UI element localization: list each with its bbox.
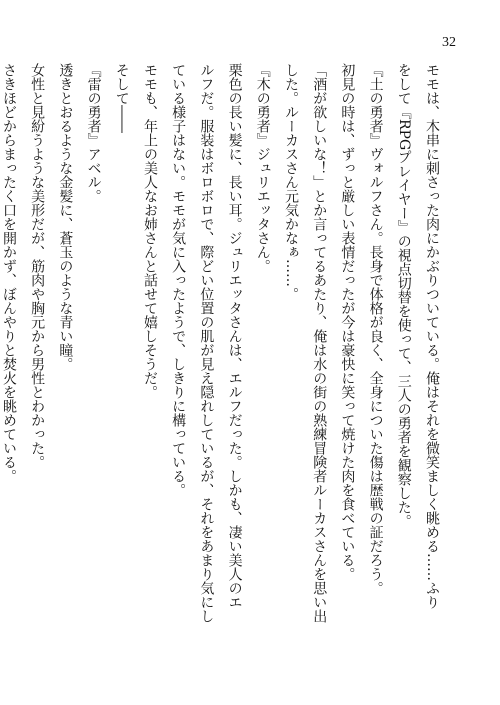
text-line: ルフだ。服装はボロボロで、際どい位置の肌が見え隠れしているが、それをあまり気にし bbox=[198, 63, 215, 623]
text-line: をして『RPGプレイヤー』の視点切替を使って、三人の勇者を観察した。 bbox=[395, 63, 412, 529]
text-line: 初見の時は、ずっと厳しい表情だったが今は豪快に笑って焼けた肉を食べている。 bbox=[339, 63, 356, 581]
text-line: そして―― bbox=[113, 63, 130, 133]
text-line: ている様子はない。モモが気に入ったようで、しきりに構っている。 bbox=[170, 63, 187, 497]
text-line: 『土の勇者』ヴォルフさん。長身で体格が良く、全身についた傷は歴戦の証だろう。 bbox=[367, 63, 384, 595]
text-line: 透きとおるような金髪に、蒼玉のような青い瞳。 bbox=[57, 63, 74, 371]
text-line: 『木の勇者』ジュリエッタさん。 bbox=[254, 63, 271, 273]
page-number: 32 bbox=[442, 35, 456, 50]
text-line: 「酒が欲しいな！」とか言ってるあたり、俺は水の街の熟練冒険者ルーカスさんを思い出 bbox=[311, 63, 328, 623]
body-text bbox=[0, 63, 446, 653]
text-line: さきほどからまったく口を開かず、ぼんやりと焚火を眺めている。 bbox=[0, 63, 17, 483]
text-line: 女性と見紛うような美形だが、筋肉や胸元から男性とわかった。 bbox=[29, 63, 46, 469]
text-line: モモは、木串に刺さった肉にかぶりついている。俺はそれを微笑ましく眺める……ふり bbox=[424, 63, 440, 609]
text-line: した。ルーカスさん元気かなぁ……。 bbox=[282, 63, 299, 301]
text-line: モモも、年上の美人なお姉さんと話せて嬉しそうだ。 bbox=[141, 63, 158, 399]
text-line: 『雷の勇者』アベル。 bbox=[85, 63, 102, 203]
text-line: 栗色の長い髪に、長い耳。ジュリエッタさんは、エルフだった。しかも、凄い美人のエ bbox=[226, 63, 243, 609]
